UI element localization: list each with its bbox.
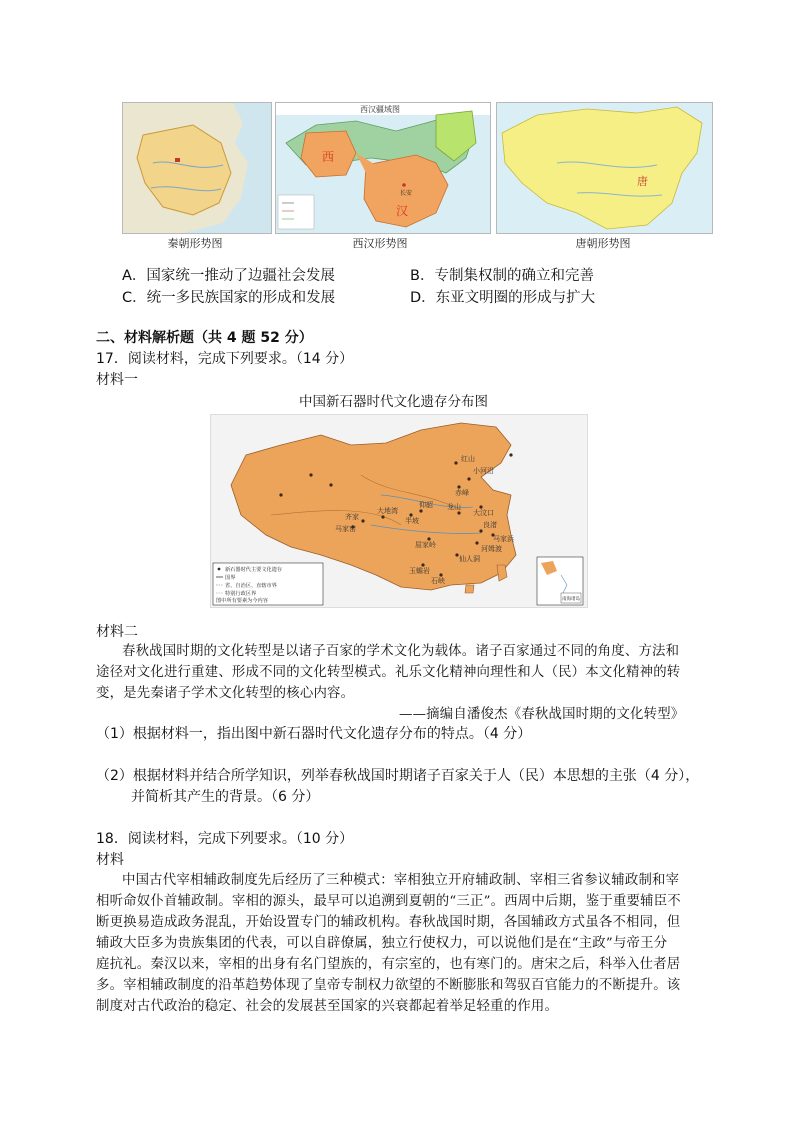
tang-map-graphic <box>497 103 712 233</box>
legend-item: 特别行政区界 <box>225 591 257 597</box>
site-label: 大地湾 <box>377 507 398 515</box>
q18-line-6: 多。宰相辅政制度的沿革趋势体现了皇帝专制权力欲望的不断膨胀和驾驭百官能力的不断提升。该 <box>96 978 681 993</box>
q18-stem: 18．阅读材料，完成下列要求。（10 分） <box>96 831 354 847</box>
site-label: 石峡 <box>431 577 445 585</box>
site-label: 大汶口 <box>473 509 494 517</box>
q18-line-5: 庭抗礼。秦汉以来，宰相的出身有名门望族的，有宗室的，也有寒门的。唐宋之后，科举入仕者居 <box>96 957 681 972</box>
legend-item: 图中所有要素为今内容 <box>216 598 268 604</box>
site-label: 半坡 <box>405 517 419 525</box>
neolithic-map <box>210 414 588 608</box>
inset-label: 南海诸岛 <box>562 597 580 602</box>
han-map-han-char: 汉 <box>396 204 409 218</box>
q17-subquestion-2-line1: （2）根据材料并结合所学知识，列举春秋战国时期诸子百家关于人（民）本思想的主张（4 分）， <box>96 768 700 784</box>
qin-map-graphic <box>123 103 271 233</box>
option-b: B．专制集权制的确立和完善 <box>410 268 594 284</box>
site-label: 仙人洞 <box>459 555 480 563</box>
site-label: 河姆渡 <box>481 545 502 553</box>
tang-map <box>496 102 713 234</box>
material2-line-2: 途径对文化进行重建、形成不同的文化转型模式。礼乐文化精神向理性和人（民）本文化精神的转 <box>96 665 681 680</box>
site-label: 马家浜 <box>493 535 514 543</box>
han-map-west-char: 西 <box>322 150 335 164</box>
neolithic-map-graphic <box>211 415 587 607</box>
section-heading: 二、材料解析题（共 4 题 52 分） <box>96 330 313 346</box>
material2-source: ——摘编自潘俊杰《春秋战国时期的文化转型》 <box>399 707 685 722</box>
site-label: 仰韶 <box>419 501 433 509</box>
site-label: 红山 <box>461 455 475 463</box>
legend-item: 新石器时代主要文化遗存 <box>225 567 283 573</box>
q18-line-4: 辅政大臣多为贵族集团的代表，可以自辟僚属，独立行使权力，可以说他们是在“主政”与帝王分 <box>96 936 668 951</box>
q18-material-label: 材料 <box>96 852 124 868</box>
q18-line-3: 断更换易造成政务混乱，开始设置专门的辅政机构。春秋战国时期，各国辅政方式虽各不相同，但 <box>96 915 681 930</box>
q17-subquestion-2-line2: 并简析其产生的背景。（6 分） <box>131 789 320 805</box>
site-label: 龙山 <box>447 503 461 511</box>
neolithic-map-title: 中国新石器时代文化遗存分布图 <box>299 394 488 410</box>
q18-line-7: 制度对古代政治的稳定、社会的发展甚至国家的兴衰都起着举足轻重的作用。 <box>96 999 559 1014</box>
site-label: 良渚 <box>483 521 497 529</box>
q18-line-2: 相听命奴仆首辅政制。宰相的源头，最早可以追溯到夏朝的“三正”。西周中后期，鉴于重要辅臣不 <box>96 894 681 909</box>
site-label: 小河沿 <box>473 467 494 475</box>
q17-material1-label: 材料一 <box>96 372 138 388</box>
site-label: 屈家岭 <box>415 541 436 549</box>
q17-stem: 17．阅读材料，完成下列要求。（14 分） <box>96 351 354 367</box>
q18-line-1: 中国古代宰相辅政制度先后经历了三种模式：宰相独立开府辅政制、宰相三省参议辅政制和宰 <box>122 873 680 888</box>
option-a: A．国家统一推动了边疆社会发展 <box>122 268 335 284</box>
western-han-map-graphic <box>276 103 490 233</box>
han-map-changan: 长安 <box>400 190 413 197</box>
tang-map-char: 唐 <box>637 175 648 188</box>
site-label: 赤峰 <box>455 489 469 497</box>
han-map-caption: 西汉形势图 <box>352 237 408 250</box>
option-d: D．东亚文明圈的形成与扩大 <box>410 290 596 306</box>
han-map-title: 西汉疆域图 <box>360 105 400 114</box>
material2-line-3: 变，是先秦诸子学术文化转型的核心内容。 <box>96 686 355 701</box>
qin-map-caption: 秦朝形势图 <box>167 237 223 250</box>
site-label: 玉蟾岩 <box>409 567 430 575</box>
tang-map-caption: 唐朝形势图 <box>575 237 631 250</box>
qin-map <box>122 102 272 234</box>
site-label: 齐家 <box>345 513 359 521</box>
legend-item: 国界 <box>225 575 236 581</box>
material2-line-1: 春秋战国时期的文化转型是以诸子百家的学术文化为载体。诸子百家通过不同的角度、方法和 <box>122 644 680 659</box>
legend-item: 省、自治区、直辖市界 <box>225 583 277 589</box>
option-c: C．统一多民族国家的形成和发展 <box>122 290 336 306</box>
q17-material2-label: 材料二 <box>96 624 138 640</box>
q17-subquestion-1: （1）根据材料一，指出图中新石器时代文化遗存分布的特点。（4 分） <box>96 726 532 742</box>
western-han-map <box>275 102 491 234</box>
site-label: 马家窑 <box>335 525 356 533</box>
